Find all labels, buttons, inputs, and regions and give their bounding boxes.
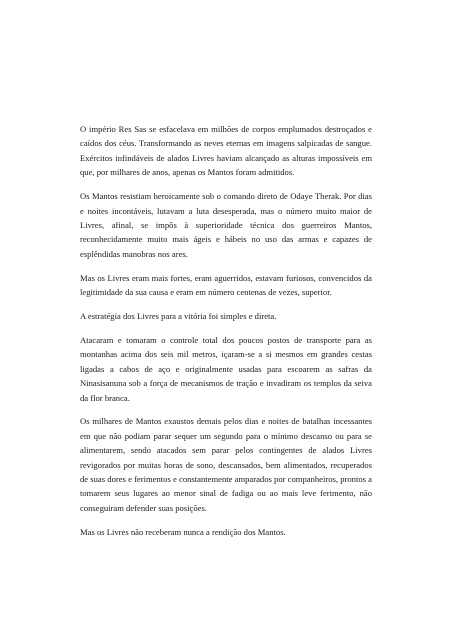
paragraph: Os milhares de Mantos exaustos demais pelos dias e noites de batalhas incessantes em que não podiam parar sequer um segundo para o mínimo descanso ou para se alimentarem, sendo atacados sem parar pelos contingentes de alados Livres revigorados por muitas horas de sono, descansados, bem alimentados, recuperados de suas dores e ferimentos e constantemente amparados por companheiros, prontos a tomarem seus lugares ao menor sinal de fadiga ou ao mais leve ferimento, não conseguiram defender suas posições. xyxy=(80,416,372,513)
paragraph: Mas os Livres não receberam nunca a rendição dos Mantos. xyxy=(80,526,286,537)
paragraph: Os Mantos resistiam heroicamente sob o comando direto de Odaye Therak. Por dias e noites incontáveis, lutavam a luta desesperada, mas o número muito maior de Livres, afinal, se impôs à superioridade técnica dos guerreiros Mantos, reconhecidamente muito mais ágeis e hábeis no uso das armas e capazes de esplêndidas manobras nos ares. xyxy=(80,191,372,259)
document-body xyxy=(80,122,372,539)
paragraph: Mas os Livres eram mais fortes, eram aguerridos, estavam furiosos, convencidos da legitimidade da sua causa e eram em número centenas de vezes, superior. xyxy=(80,272,372,298)
paragraph: O império Res Sas se esfacelava em milhões de corpos emplumados destroçados e caídos dos céus. Transformando as neves eternas em imagens salpicadas de sangue. Exércitos infindáveis de alados Livres haviam alcançado as alturas impossíveis em que, por milhares de anos, apenas os Mantos foram admitidos. xyxy=(80,124,372,178)
paragraph: A estratégia dos Livres para a vitória foi simples e direta. xyxy=(80,310,277,321)
paragraph: Atacaram e tomaram o controle total dos poucos postos de transporte para as montanhas acima dos seis mil metros, içaram-se a si mesmos em grandes cestas ligadas a cabos de aço e originalmente usadas para escoarem as safras da Ninasisanuna sob a força de mecanismos de tração e invadiram os templos da seiva da flor branca. xyxy=(80,334,372,403)
